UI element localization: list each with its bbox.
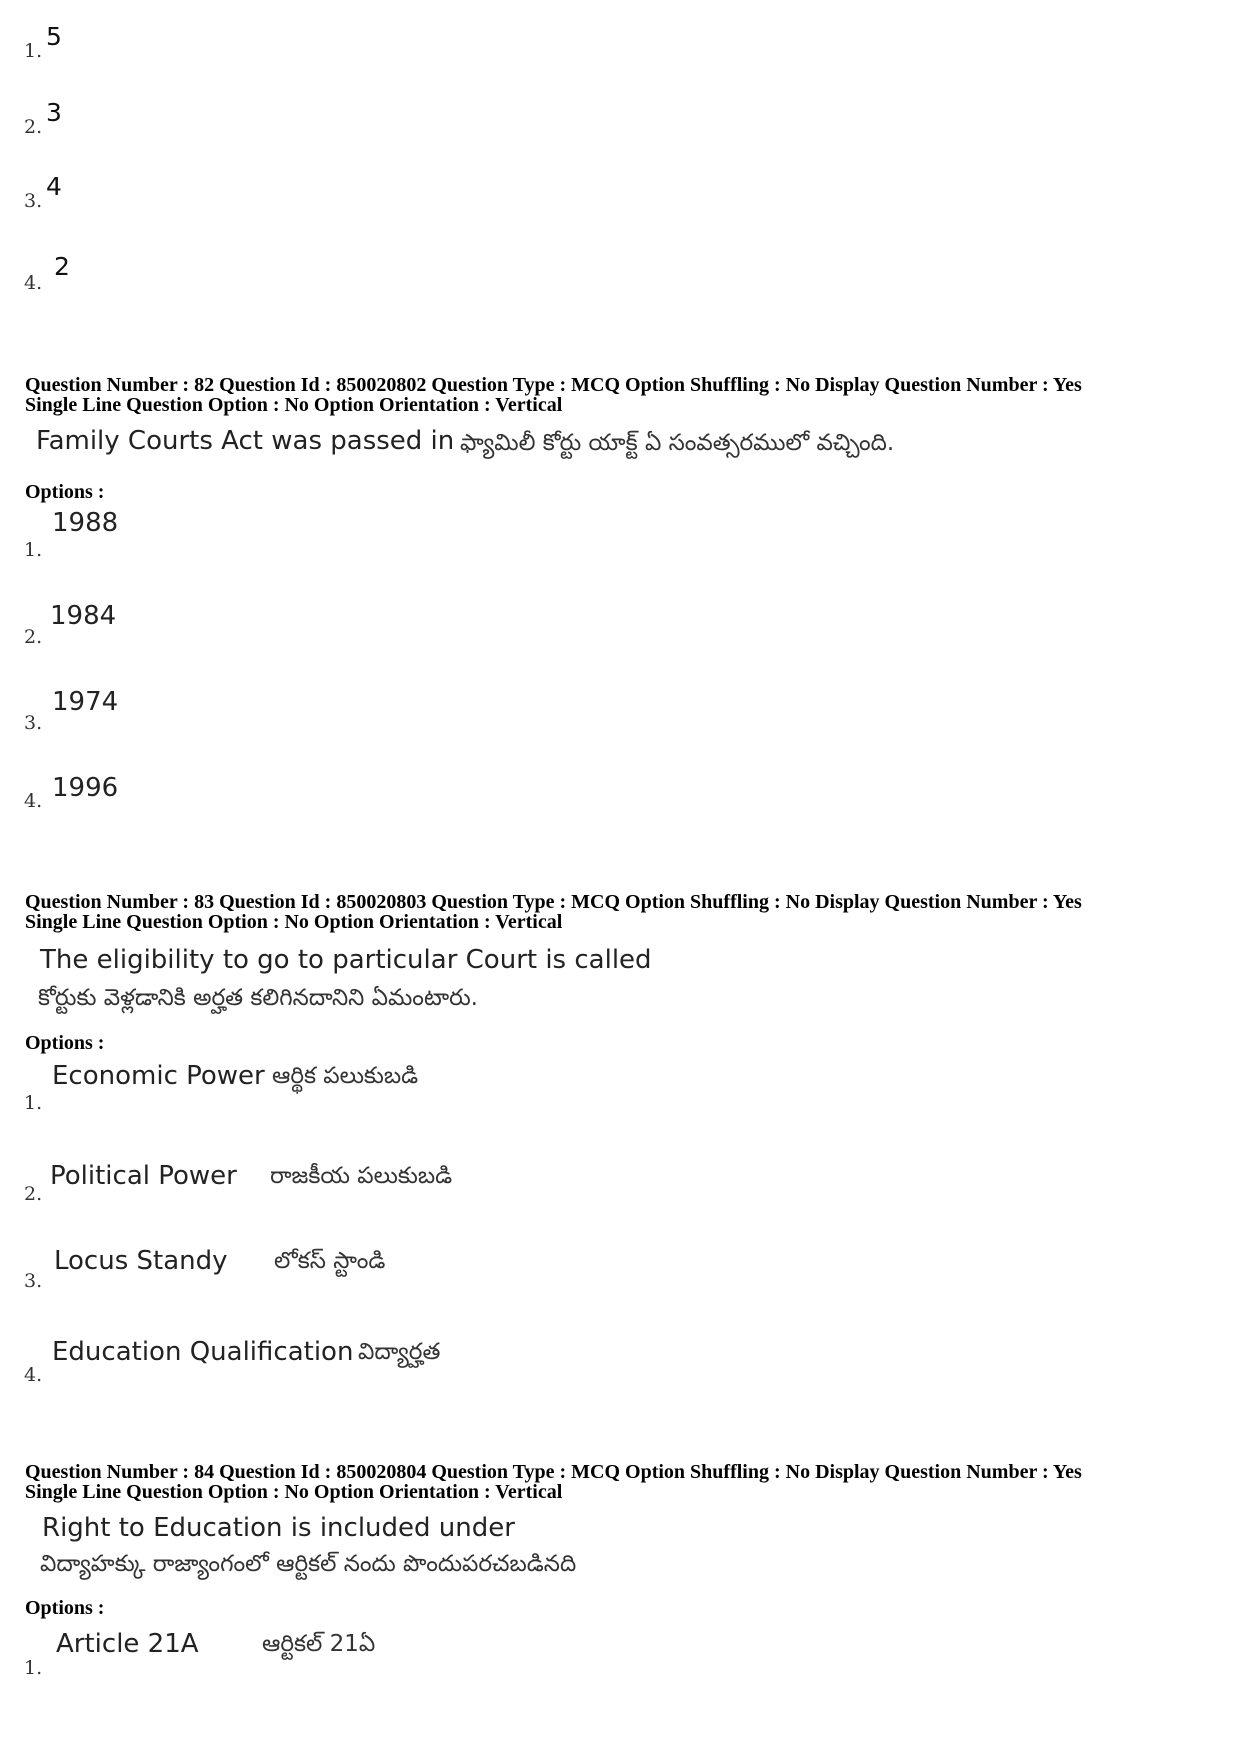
- option-number: 2.: [24, 116, 43, 138]
- option-text: Education Qualification: [52, 1337, 354, 1367]
- option-number: 4.: [24, 790, 43, 812]
- option-text: 1974: [52, 687, 119, 717]
- option-text: Political Power: [50, 1161, 237, 1191]
- option-number: 1.: [24, 1092, 43, 1114]
- question-meta-line-2: Single Line Question Option : No Option Orientation : Vertical: [25, 1481, 563, 1503]
- question-text-english: The eligibility to go to particular Court is called: [40, 945, 652, 975]
- options-label: Options :: [25, 481, 105, 503]
- option-text-telugu: విద్యార్హత: [358, 1339, 441, 1365]
- question-text-telugu: విద్యాహక్కు రాజ్యాంగంలో ఆర్టికల్ నందు పొందుపరచబడినది: [40, 1551, 577, 1577]
- options-label: Options :: [25, 1597, 105, 1619]
- question-text-english: Family Courts Act was passed in: [36, 426, 455, 456]
- option-text-telugu: ఆర్టికల్ 21ఏ: [262, 1631, 376, 1657]
- option-number: 3.: [24, 190, 43, 212]
- option-text-telugu: లోకస్ స్టాండి: [274, 1248, 386, 1274]
- question-text-english: Right to Education is included under: [42, 1513, 515, 1543]
- question-meta-line-2: Single Line Question Option : No Option Orientation : Vertical: [25, 911, 563, 933]
- option-text: 1996: [52, 773, 119, 803]
- question-meta-line-1: Question Number : 82 Question Id : 850020802 Question Type : MCQ Option Shuffling : No Display Question Number : Yes: [25, 374, 1082, 396]
- option-number: 3.: [24, 712, 43, 734]
- option-number: 4.: [24, 1364, 43, 1386]
- options-label: Options :: [25, 1032, 105, 1054]
- option-text: 2: [54, 252, 70, 281]
- option-number: 3.: [24, 1270, 43, 1292]
- option-number: 2.: [24, 1183, 43, 1205]
- option-text: Article 21A: [56, 1629, 199, 1659]
- option-number: 4.: [24, 272, 43, 294]
- option-number: 2.: [24, 626, 43, 648]
- option-text: Economic Power: [52, 1061, 265, 1091]
- option-number: 1.: [24, 539, 43, 561]
- option-text: 1988: [52, 508, 119, 538]
- question-meta-line-1: Question Number : 84 Question Id : 850020804 Question Type : MCQ Option Shuffling : No Display Question Number : Yes: [25, 1461, 1082, 1483]
- option-text: 4: [46, 172, 62, 201]
- option-number: 1.: [24, 1657, 43, 1679]
- option-text-telugu: ఆర్థిక పలుకుబడి: [272, 1063, 419, 1089]
- option-text: Locus Standy: [54, 1246, 228, 1276]
- option-text-telugu: రాజకీయ పలుకుబడి: [270, 1163, 453, 1189]
- question-text-telugu: ఫ్యామిలీ కోర్టు యాక్ట్ ఏ సంవత్సరములో వచ్చింది.: [460, 430, 895, 456]
- option-text: 3: [46, 98, 62, 127]
- option-text: 5: [46, 22, 62, 51]
- option-text: 1984: [50, 601, 117, 631]
- question-meta-line-1: Question Number : 83 Question Id : 850020803 Question Type : MCQ Option Shuffling : No Display Question Number : Yes: [25, 891, 1082, 913]
- option-number: 1.: [24, 40, 43, 62]
- question-text-telugu: కోర్టుకు వెళ్లడానికి అర్హత కలిగినదానిని ఏమంటారు.: [38, 985, 478, 1011]
- question-meta-line-2: Single Line Question Option : No Option Orientation : Vertical: [25, 394, 563, 416]
